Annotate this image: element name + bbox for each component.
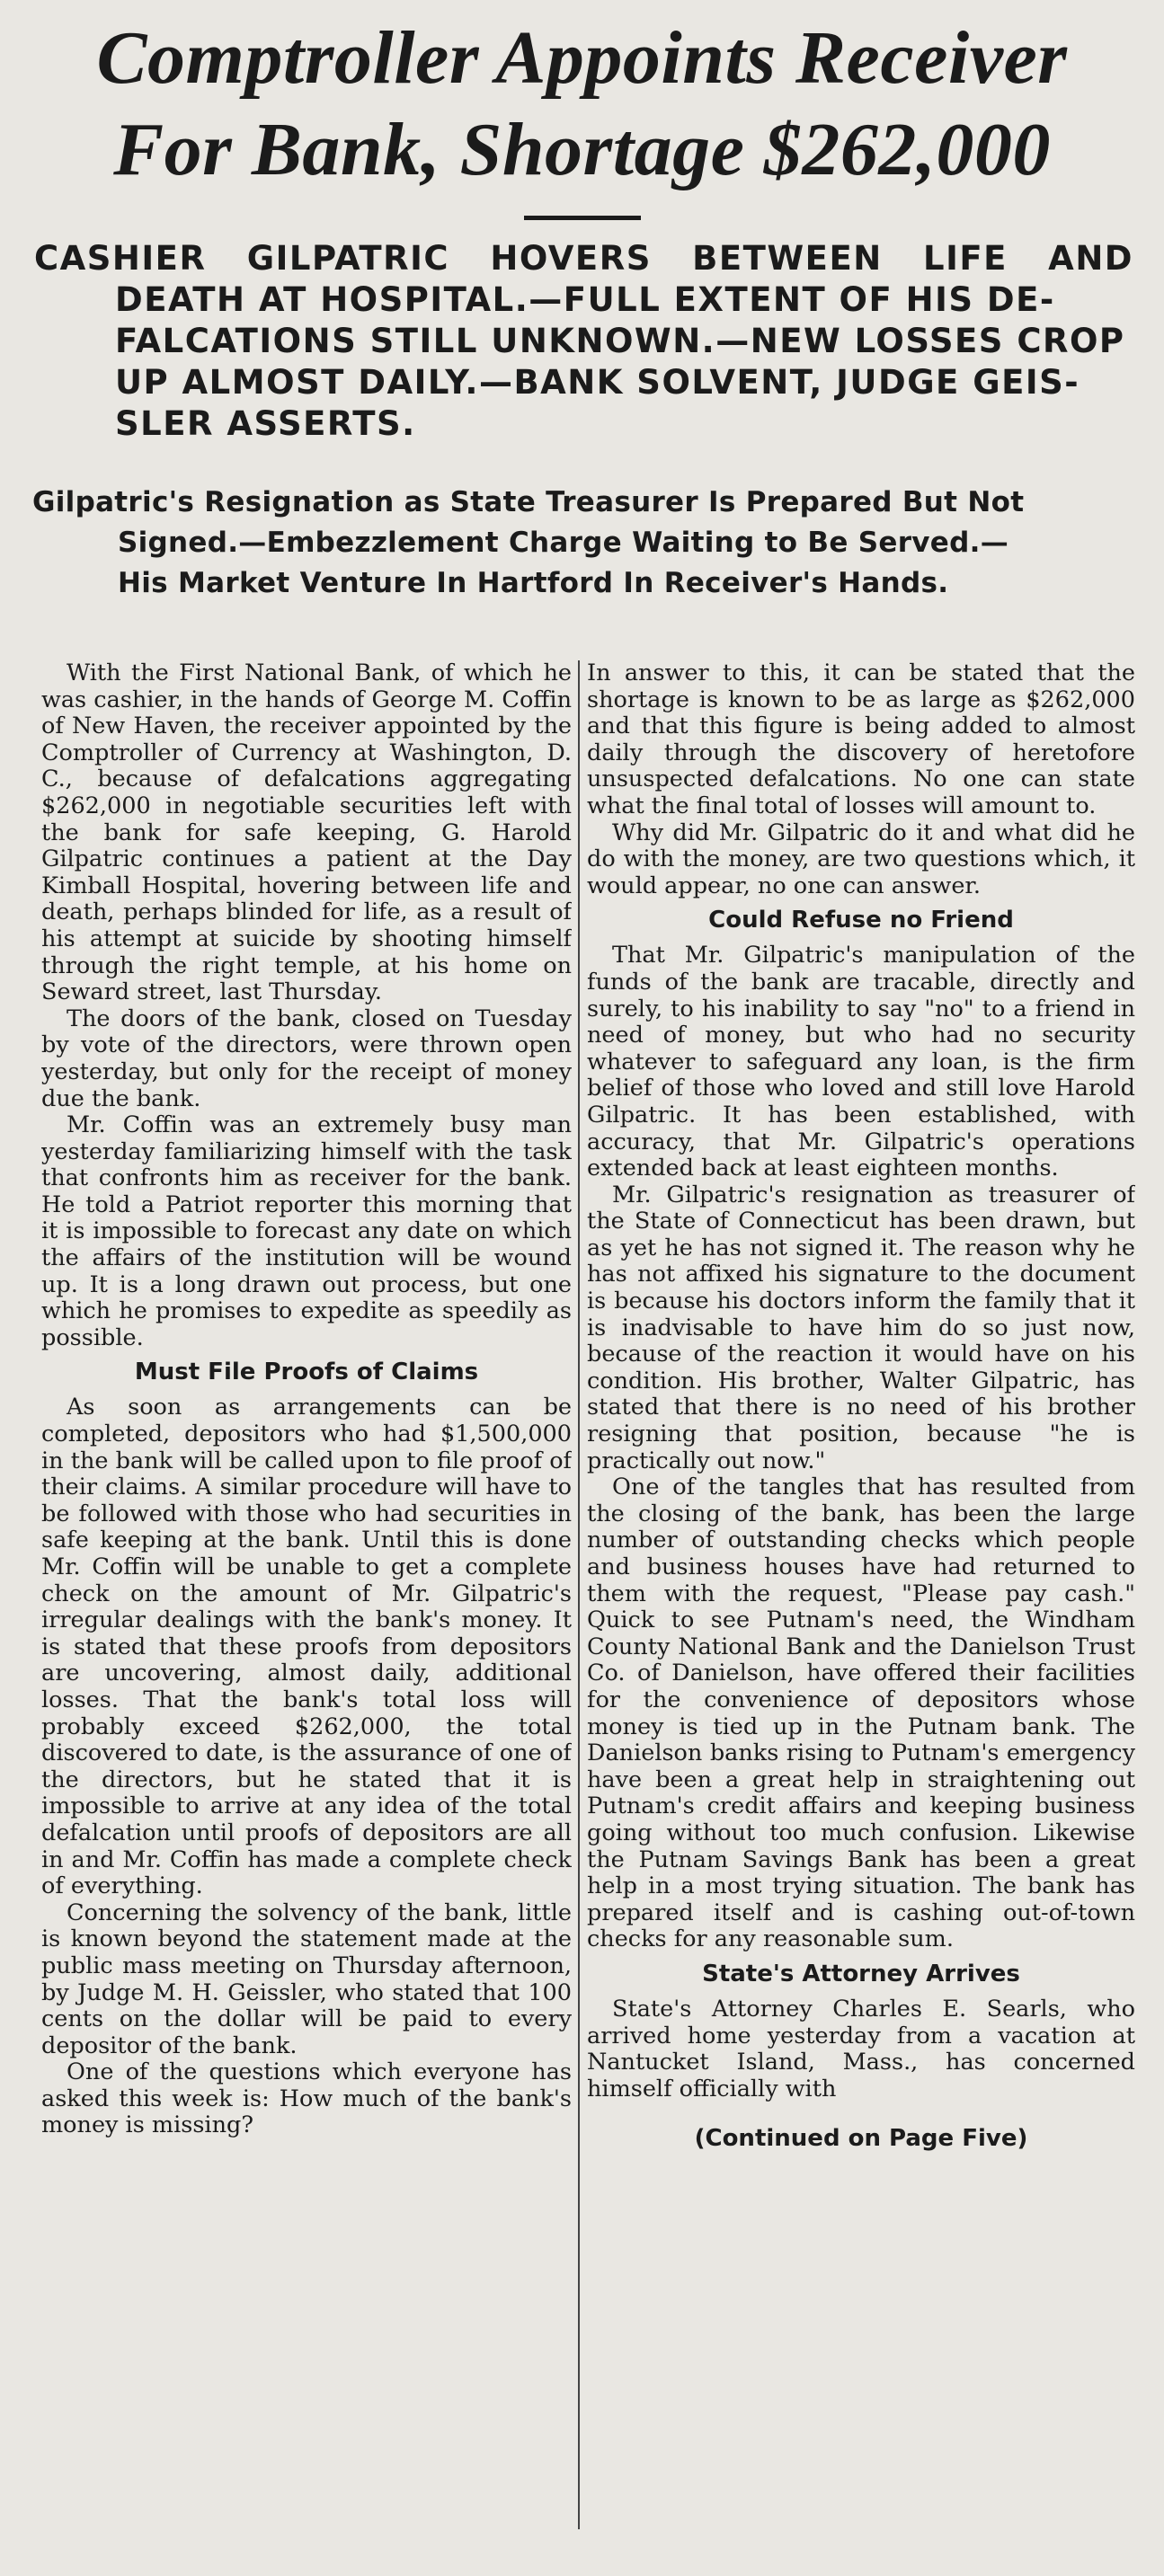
article-body <box>41 660 1142 2565</box>
secondary-deck <box>32 482 1133 604</box>
right-column <box>587 660 1135 2561</box>
deck1-line-2: DEATH AT HOSPITAL.—FULL EXTENT OF HIS DE- <box>115 280 1055 319</box>
deck2-line-3: His Market Venture In Hartford In Receiver's Hands. <box>118 567 949 599</box>
paragraph: Why did Mr. Gilpatric do it and what did he do with the money, are two questions which, it would appear, no one can answer. <box>587 819 1135 899</box>
deck2-line-2: Signed.—Embezzlement Charge Waiting to Be Served.— <box>118 527 1009 559</box>
paragraph: In answer to this, it can be stated that the shortage is known to be as large as $262,000 and that this figure is being added to almost daily through the discovery of heretofore unsuspected defalcations. No one can state what the final total of losses will amount to. <box>587 660 1135 819</box>
deck1-line-5: SLER ASSERTS. <box>115 404 416 443</box>
headline-rule <box>524 216 641 220</box>
primary-deck <box>34 238 1133 445</box>
paragraph: The doors of the bank, closed on Tuesday by vote of the directors, were thrown open yesterday, but only for the receipt of money due the bank. <box>41 1005 572 1112</box>
subhead-proofs-of-claims: Must File Proofs of Claims <box>134 1359 479 1386</box>
deck1-line-1: CASHIER GILPATRIC HOVERS BETWEEN LIFE AND <box>34 239 1133 278</box>
paragraph: One of the questions which everyone has asked this week is: How much of the bank's money is missing? <box>41 2058 572 2139</box>
paragraph: One of the tangles that has resulted from the closing of the bank, has been the large number of outstanding checks which people and business houses have had returned to them with the request, "Please pay cash." Quick to see Putnam's need, the Windham County National Bank and the Danielson Trust Co. of Danielson, have offered their facilities for the convenience of depositors whose money is tied up in the Putnam bank. The Danielson banks rising to Putnam's emergency have been a great help in straightening out Putnam's credit affairs and keeping business going without too much confusion. Likewise the Putnam Savings Bank has been a great help in a most trying situation. The bank has prepared itself and is cashing out-of-town checks for any reasonable sum. <box>587 1474 1135 1953</box>
left-column <box>41 660 572 2561</box>
paragraph: With the First National Bank, of which he was cashier, in the hands of George M. Coffin of New Haven, the receiver appointed by the Comptroller of Currency at Washington, D. C., because of defalcations aggregating $262,000 in negotiable securities left with the bank for safe keeping, G. Harold Gilpatric continues a patient at the Day Kimball Hospital, hovering between life and death, perhaps blinded for life, as a result of his attempt at suicide by shooting himself through the right temple, at his home on Seward street, last Thursday. <box>41 660 572 1006</box>
paragraph: That Mr. Gilpatric's manipulation of the funds of the bank are tracable, directly and surely, to his inability to say "no" to a friend in need of money, but who had no security whatever to safeguard any loan, is the firm belief of those who loved and still love Harold Gilpatric. It has been established, with accuracy, that Mr. Gilpatric's operations extended back at least eighteen months. <box>587 942 1135 1182</box>
paragraph: State's Attorney Charles E. Searls, who arrived home yesterday from a vacation at Nantucket Island, Mass., has concerned himself officially with <box>587 1995 1135 2102</box>
continued-notice: (Continued on Page Five) <box>694 2125 1028 2153</box>
paragraph: Mr. Coffin was an extremely busy man yesterday familiarizing himself with the task that confronts him as receiver for the bank. He told a Patriot reporter this morning that it is impossible to forecast any date on which the affairs of the institution will be wound up. It is a long drawn out process, but one which he promises to expedite as speedily as possible. <box>41 1111 572 1351</box>
deck1-line-4: UP ALMOST DAILY.—BANK SOLVENT, JUDGE GEIS- <box>115 363 1080 402</box>
paragraph: Concerning the solvency of the bank, little is known beyond the statement made at the public mass meeting on Thursday afternoon, by Judge M. H. Geissler, who stated that 100 cents on the dollar will be paid to every depositor of the bank. <box>41 1899 572 2059</box>
subhead-states-attorney: State's Attorney Arrives <box>702 1960 1020 1987</box>
headline <box>18 0 1146 196</box>
deck2-line-1: Gilpatric's Resignation as State Treasurer Is Prepared But Not <box>32 486 1025 518</box>
headline-line-1: Comptroller Appoints Receiver <box>96 16 1068 100</box>
column-divider <box>578 660 580 2529</box>
paragraph: As soon as arrangements can be completed, depositors who had $1,500,000 in the bank will be called upon to file proof of their claims. A similar procedure will have to be followed with those who had securities in safe keeping at the bank. Until this is done Mr. Coffin will be unable to get a complete check on the amount of Mr. Gilpatric's irregular dealings with the bank's money. It is stated that these proofs from depositors are uncovering, almost daily, additional losses. That the bank's total loss will probably exceed $262,000, the total discovered to date, is the assurance of one of the directors, but he stated that it is impossible to arrive at any idea of the total defalcation until proofs of depositors are all in and Mr. Coffin has made a complete check of everything. <box>41 1394 572 1900</box>
subhead-could-refuse: Could Refuse no Friend <box>708 907 1014 934</box>
paragraph: Mr. Gilpatric's resignation as treasurer of the State of Connecticut has been drawn, but as yet he has not signed it. The reason why he has not affixed his signature to the document is because his doctors inform the family that it is inadvisable to have him do so just now, because of the reaction it would have on his condition. His brother, Walter Gilpatric, has stated that there is no need of his brother resigning that position, because "he is practically out now." <box>587 1181 1135 1474</box>
deck1-line-3: FALCATIONS STILL UNKNOWN.—NEW LOSSES CROP <box>115 322 1125 360</box>
headline-line-2: For Bank, Shortage $262,000 <box>113 108 1051 191</box>
